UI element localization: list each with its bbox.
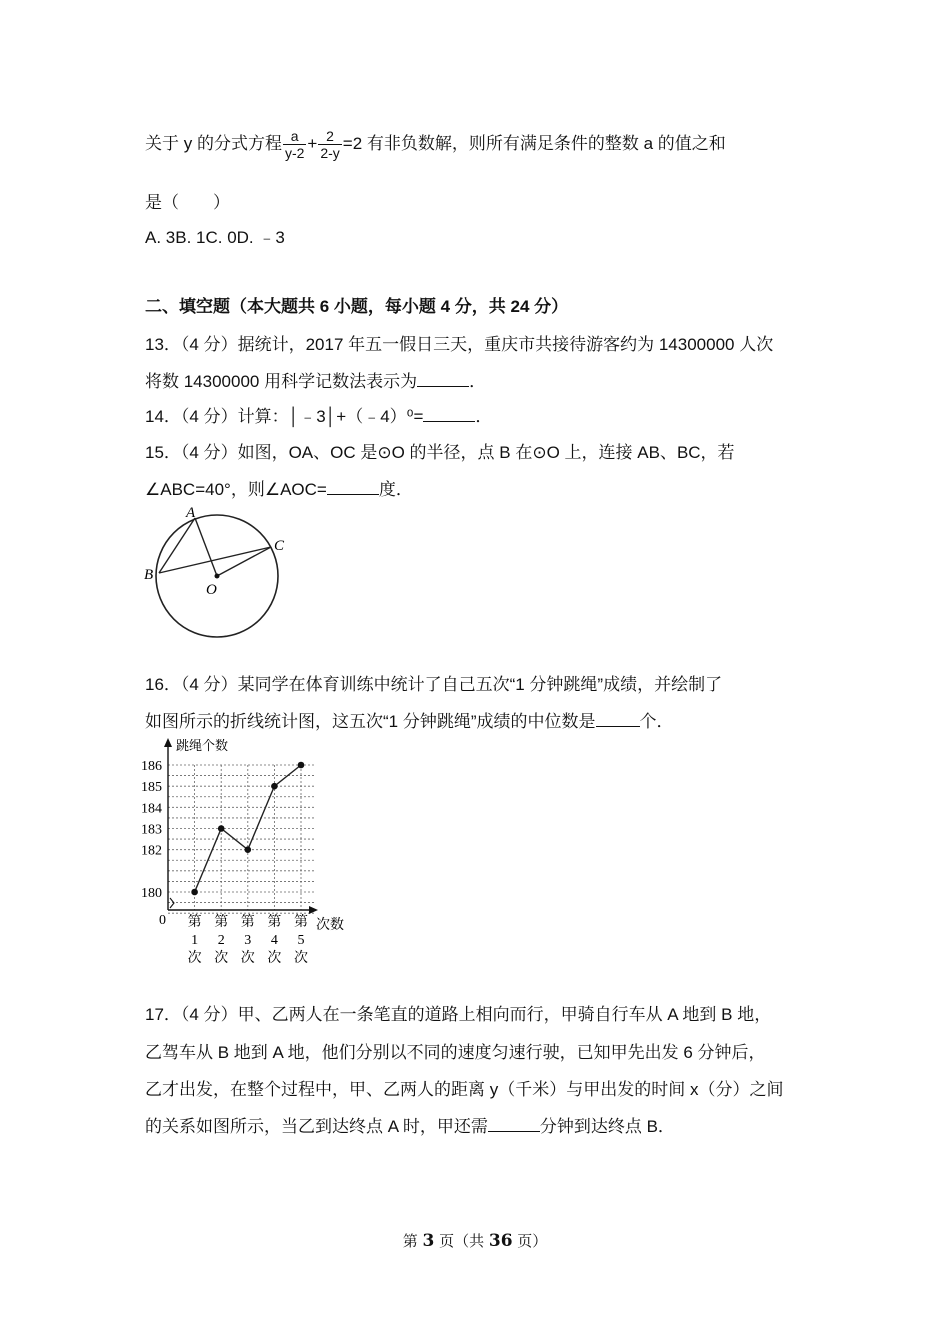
q16-text: 如图所示的折线统计图，这五次“1 分钟跳绳”成绩的中位数是 xyxy=(145,712,596,731)
data-point xyxy=(298,762,305,769)
y-axis-arrow xyxy=(164,738,172,747)
label-a: A xyxy=(186,505,196,521)
x-category-label: 次 xyxy=(187,951,202,966)
chart-grid xyxy=(168,765,314,913)
data-point xyxy=(271,783,278,790)
origin-label: 0 xyxy=(159,913,166,928)
y-tick-label: 182 xyxy=(141,843,162,859)
q12-prefix: 关于 y 的分式方程 xyxy=(145,133,282,153)
segment-oc xyxy=(217,547,271,576)
x-category-label: 4 xyxy=(270,933,278,948)
q12-line1 xyxy=(145,128,726,161)
q13-line2 xyxy=(145,367,486,392)
q13-end: ． xyxy=(469,372,487,391)
q16-line2 xyxy=(145,707,674,732)
segment-oa xyxy=(195,518,217,576)
circle-figure xyxy=(140,500,290,645)
x-category-label: 次 xyxy=(214,951,229,966)
q14-text: 14．（4 分）计算：│﹣3│+（﹣4）⁰= xyxy=(145,407,424,426)
q17-line1: 17．（4 分）甲、乙两人在一条笔直的道路上相向而行，甲骑自行车从 A 地到 B 地， xyxy=(145,1005,772,1024)
frac2-denominator: 2-y xyxy=(320,145,340,161)
q12-suffix: =2 有非负数解，则所有满足条件的整数 a 的值之和 xyxy=(342,133,726,153)
q13-text: 将数 14300000 用科学记数法表示为 xyxy=(145,372,418,391)
fraction-a-over-y-minus-2 xyxy=(283,128,306,161)
q15-line1: 15．（4 分）如图，OA、OC 是⊙O 的半径，点 B 在⊙O 上，连接 AB、BC，若 xyxy=(145,443,735,462)
q17-line2: 乙驾车从 B 地到 A 地，他们分别以不同的速度匀速行驶，已知甲先出发 6 分钟后， xyxy=(145,1043,766,1062)
frac1-denominator: y-2 xyxy=(284,145,305,161)
center-point xyxy=(215,574,220,579)
q15-line2 xyxy=(145,475,413,500)
y-tick-label: 186 xyxy=(141,759,162,774)
q14-end: ． xyxy=(475,407,493,426)
footer-mid: 页（共 xyxy=(434,1232,489,1250)
section-heading: 二、填空题（本大题共 6 小题，每小题 4 分，共 24 分） xyxy=(145,297,569,316)
y-axis-label: 跳绳个数 xyxy=(176,738,229,753)
current-page: 3 xyxy=(422,1231,435,1251)
footer-pre: 第 xyxy=(402,1232,423,1250)
x-category-label: 次 xyxy=(240,951,255,966)
y-tick-label: 183 xyxy=(141,822,162,838)
x-category-label: 次 xyxy=(267,951,282,966)
answer-blank xyxy=(488,1117,540,1132)
fraction-2-over-2-minus-y xyxy=(318,128,341,161)
y-tick-label: 185 xyxy=(141,780,162,796)
label-o: O xyxy=(206,582,217,598)
q16-end: 个． xyxy=(639,712,674,731)
frac2-numerator: 2 xyxy=(318,128,341,145)
x-axis-label: 次数 xyxy=(316,918,344,933)
data-point xyxy=(191,889,198,896)
q17-line3: 乙才出发，在整个过程中，甲、乙两人的距离 y（千米）与甲出发的时间 x（分）之间 xyxy=(145,1080,784,1099)
x-category-label: 2 xyxy=(217,933,225,948)
x-category-label: 第 xyxy=(294,915,308,930)
q15-text: ∠ABC=40°，则∠AOC= xyxy=(145,480,327,499)
x-category-label: 3 xyxy=(244,933,252,948)
answer-blank xyxy=(327,480,379,495)
answer-blank xyxy=(423,407,475,422)
q12-line2: 是（ ） xyxy=(145,193,230,212)
q17-line4 xyxy=(145,1112,675,1137)
x-category-label: 第 xyxy=(214,915,229,930)
label-c: C xyxy=(274,538,285,554)
y-tick-label: 184 xyxy=(141,801,162,817)
data-point xyxy=(218,825,225,832)
page-footer xyxy=(0,1230,950,1251)
q17-text: 的关系如图所示，当乙到达终点 A 时，甲还需 xyxy=(145,1117,488,1136)
q17-end: 分钟到达终点 B． xyxy=(539,1117,675,1136)
label-b: B xyxy=(144,567,154,583)
answer-blank xyxy=(596,712,640,727)
footer-post: 页） xyxy=(512,1232,548,1250)
q14-line xyxy=(145,402,492,427)
line-chart xyxy=(140,732,355,972)
axis-break xyxy=(170,898,174,908)
plus-sign: + xyxy=(307,133,318,153)
answer-blank xyxy=(417,372,469,387)
q13-line1: 13．（4 分）据统计，2017 年五一假日三天，重庆市共接待游客约为 14300000 人次 xyxy=(145,335,774,354)
data-point xyxy=(245,846,252,853)
q12-options: A. 3B. 1C. 0D. ﹣3 xyxy=(145,228,285,247)
q16-line1: 16．（4 分）某同学在体育训练中统计了自己五次“1 分钟跳绳”成绩，并绘制了 xyxy=(145,675,723,694)
q15-end: 度． xyxy=(378,480,413,499)
y-tick-label: 180 xyxy=(141,886,162,901)
frac1-numerator: a xyxy=(283,128,306,145)
x-category-label: 次 xyxy=(294,951,308,966)
total-pages: 36 xyxy=(488,1231,513,1251)
x-category-label: 第 xyxy=(267,915,282,930)
x-category-label: 第 xyxy=(187,915,202,930)
x-category-label: 1 xyxy=(191,933,199,948)
x-category-label: 5 xyxy=(297,933,305,948)
x-category-label: 第 xyxy=(240,915,255,930)
